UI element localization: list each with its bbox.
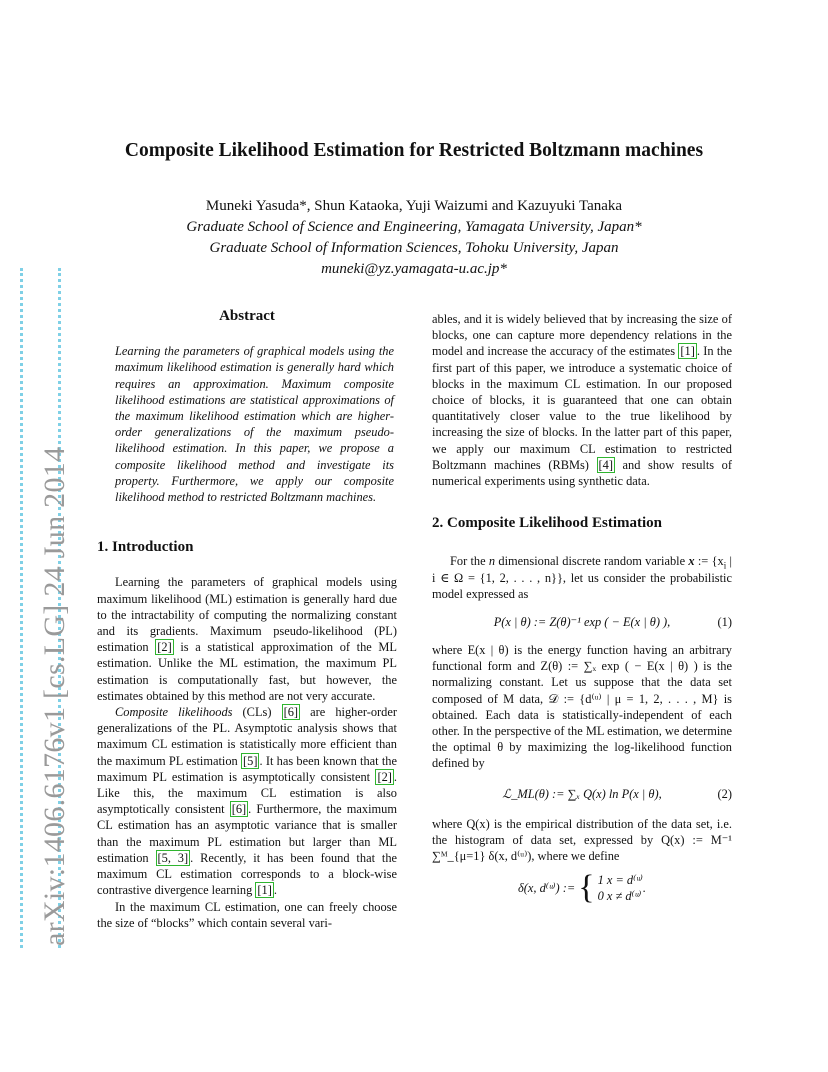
intro-paragraph-2	[97, 704, 397, 898]
author-block	[98, 196, 730, 280]
citation-link[interactable]: [6]	[283, 705, 299, 720]
equation-body: ℒ_ML(θ) := ∑ₓ Q(x) ln P(x | θ),	[502, 786, 662, 801]
text-run: . Recently, it has been found that the maximum CL estimation corresponds to a block-wise contrastive divergence learning	[97, 850, 398, 898]
paper-title: Composite Likelihood Estimation for Restricted Boltzmann machines	[124, 140, 704, 161]
case-line: 0 x ≠ d⁽ᵘ⁾	[597, 889, 642, 904]
text-run: are higher-order generalizations of the PL. Asymptotic analysis shows that maximum CL estimation is statistically more efficient than the maximum PL estimation	[97, 705, 397, 768]
right-column	[432, 311, 732, 912]
text-run: := {x	[694, 554, 724, 569]
case-lines	[598, 872, 643, 904]
affiliation-1: Graduate School of Science and Engineering, Yamagata University, Japan*	[186, 219, 642, 235]
intro-paragraph-3: In the maximum CL estimation, one can freely choose the size of “blocks” which contain several vari-	[97, 899, 397, 930]
text-run: | i ∈ Ω = {1, 2, . . . , n}}, let us consider the probabilistic model expressed as	[432, 554, 732, 601]
citation-link[interactable]: [5]	[243, 753, 258, 768]
citation-link[interactable]: [5, 3]	[157, 850, 189, 865]
text-run: . Like this, the maximum CL estimation is also asymptotically consistent	[97, 769, 397, 817]
left-brace-icon: {	[578, 869, 595, 907]
citation-link[interactable]: [6]	[231, 802, 247, 817]
abstract-heading: Abstract	[219, 308, 275, 324]
citation-link[interactable]: [1]	[680, 344, 695, 359]
text-run: . In the first part of this paper, we introduce a systematic choice of blocks in the maximum CL estimation. In our proposed choice of blocks, it is guaranteed that one can obtain quantitatively closer value to the true likelihood by increasing the size of blocks. In the latter part of this paper, we apply our maximum CL estimation to restricted Boltzmann machines (RBMs)	[432, 344, 732, 472]
abstract-text: Learning the parameters of graphical models using the maximum likelihood estimation is generally hard which requires an approximation. Maximum composite likelihood estimations are statistical approximations of the maximum likelihood estimation which are higher-order generalizations of the maximum pseudo-likelihood estimation. In this paper, we propose a composite likelihood method and investigate its property. Furthermore, we apply our composite likelihood method to restricted Boltzmann machines.	[115, 344, 394, 505]
text-run: . Furthermore, the maximum CL estimation has an asymptotic variance that is smaller than the maximum PL estimation but larger than ML estimation	[97, 802, 397, 865]
math-subscript: i	[723, 560, 727, 571]
equation-number: (2)	[717, 786, 732, 801]
text-run: and show results of numerical experiments using synthetic data.	[432, 457, 732, 489]
citation-link[interactable]: [4]	[598, 457, 613, 472]
author-email[interactable]: muneki@yz.yamagata-u.ac.jp*	[321, 261, 507, 277]
text-run: (CLs)	[232, 705, 282, 720]
section-heading-composite-likelihood: 2. Composite Likelihood Estimation	[432, 515, 663, 532]
abstract-body	[97, 343, 397, 505]
text-run: For the	[450, 554, 489, 569]
emphasis-term: Composite likelihoods	[115, 705, 233, 720]
math-variable: n	[488, 554, 496, 569]
equation-2	[432, 772, 732, 816]
citation-link[interactable]: [2]	[157, 640, 172, 655]
text-run: is a statistical approximation of the ML estimation. Unlike the ML estimation, the maximum PL estimation is computationally fast, but however, the estimates obtained by this method are not very accurate.	[97, 640, 398, 703]
equation-3	[432, 864, 732, 912]
math-vector: x	[688, 554, 695, 569]
text-run: dimensional discrete random variable	[495, 554, 689, 569]
text-run: ables, and it is widely believed that by increasing the size of blocks, one can capture more dependency relations in the model and increase the accuracy of the estimates	[432, 312, 732, 359]
equation-period: .	[642, 881, 646, 896]
case-line: 1 x = d⁽ᵘ⁾	[597, 873, 643, 888]
section2-paragraph-2: where E(x | θ) is the energy function having an arbitrary functional form and Z(θ) := ∑ₓ exp ( − E(x | θ) ) is the normalizing constant. Let us suppose that the data set composed of M data, 𝒟 := {d⁽ᵘ⁾ | μ = 1, 2, . . . , M} is obtained. Each data is statistically-independent of each other. In the perspective of the ML estimation, we determine the optimal θ by maximizing the log-likelihood function defined by	[432, 643, 732, 771]
text-run: .	[273, 883, 277, 898]
equation-lhs: δ(x, d⁽ᵘ⁾) :=	[518, 881, 576, 896]
citation-link[interactable]: [1]	[257, 883, 272, 898]
equation-number: (1)	[717, 614, 732, 629]
intro-paragraph-continued	[432, 311, 732, 489]
section2-paragraph-3: where Q(x) is the empirical distribution of the data set, i.e. the histogram of data set, expressed by Q(x) := M⁻¹ ∑ᴹ_{μ=1} δ(x, d⁽ᵘ⁾), where we define	[432, 816, 732, 864]
section2-paragraph-1	[432, 553, 732, 602]
case-block	[575, 871, 643, 905]
text-run: Learning the parameters of graphical models using maximum likelihood (ML) estimation is generally hard due to the intractability of computing the normalizing constant and its gradients. Maximum pseudo-likelihood (PL) estimation	[97, 575, 397, 655]
arxiv-identifier[interactable]: arXiv:1406.6176v1 [cs.LG] 24 Jun 2014	[38, 446, 71, 946]
left-column	[97, 308, 397, 931]
author-list: Muneki Yasuda*, Shun Kataoka, Yuji Waizumi and Kazuyuki Tanaka	[205, 198, 623, 214]
affiliation-2: Graduate School of Information Sciences, Tohoku University, Japan	[209, 240, 619, 256]
citation-link[interactable]: [2]	[377, 769, 392, 784]
text-run: . It has been known that the maximum PL estimation is asymptotically consistent	[97, 753, 397, 784]
intro-paragraph-1	[97, 574, 397, 704]
equation-body: P(x | θ) := Z(θ)⁻¹ exp ( − E(x | θ) ),	[493, 614, 671, 629]
equation-1	[432, 602, 732, 642]
margin-dotted-rule	[20, 268, 23, 948]
section-heading-introduction: 1. Introduction	[97, 539, 194, 556]
